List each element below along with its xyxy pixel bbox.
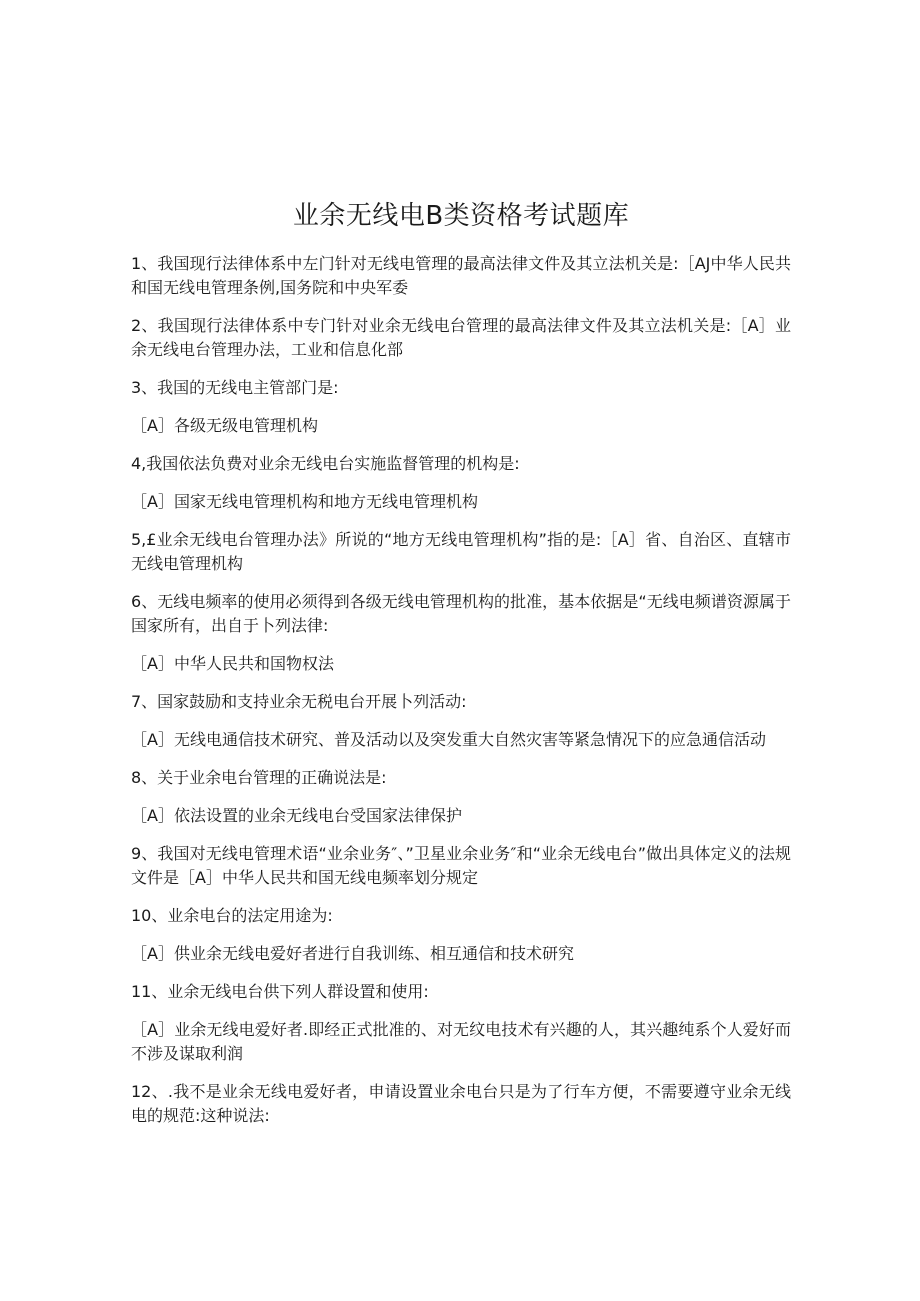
question-2: 2、我国现行法律体系中专门针对业余无线电台管理的最高法律文件及其立法机关是:［A］业余无线电台管理办法，工业和信息化部 bbox=[131, 316, 791, 359]
answer-8: ［A］依法设置的业余无线电台受国家法律保护 bbox=[131, 806, 462, 825]
question-12: 12、.我不是业余无线电爱好者，申请设置业余电台只是为了行车方便，不需要遵守业余无线电的规范:这种说法: bbox=[131, 1082, 791, 1125]
question-9: 9、我国对无线电管理术语“业余业务″、”卫星业余业务″和“业余无线电台”做出具体定义的法规文件是［A］中华人民共和国无线电频率划分规定 bbox=[131, 844, 791, 887]
document-page bbox=[131, 190, 791, 1142]
question-4: 4,我国依法负费对业余无线电台实施监督管理的机构是: bbox=[131, 454, 520, 473]
question-11: 11、业余无线电台供下列人群设置和使用: bbox=[131, 982, 429, 1001]
answer-7: ［A］无线电通信技术研究、普及活动以及突发重大自然灾害等紧急情况下的应急通信活动 bbox=[131, 730, 766, 749]
answer-10: ［A］供业余无线电爱好者进行自我训练、相互通信和技术研究 bbox=[131, 944, 574, 963]
question-5: 5,£业余无线电台管理办法》所说的“地方无线电管理机构”指的是:［A］省、自治区、直辖市无线电管理机构 bbox=[131, 530, 791, 573]
question-6: 6、无线电频率的使用必须得到各级无线电管理机构的批准，基本依据是“无线电频谱资源属于国家所有，出自于卜列法律: bbox=[131, 592, 791, 635]
question-10: 10、业余电台的法定用途为: bbox=[131, 906, 333, 925]
question-7: 7、国家鼓励和支持业余无税电台开展卜列活动: bbox=[131, 692, 467, 711]
answer-11: ［A］业余无线电爱好者.即经正式批准的、对无纹电技术有兴趣的人，其兴趣纯系个人爱好而不涉及谋取利润 bbox=[131, 1020, 791, 1063]
question-3: 3、我国的无线电主管部门是: bbox=[131, 378, 339, 397]
question-1: 1、我国现行法律体系中左门针对无线电管理的最高法律文件及其立法机关是:［AJ中华人民共和国无线电管理条例,国务院和中央军委 bbox=[131, 254, 791, 297]
answer-6: ［A］中华人民共和国物权法 bbox=[131, 654, 334, 673]
question-8: 8、关于业余电台管理的正确说法是: bbox=[131, 768, 387, 787]
answer-4: ［A］国家无线电管理机构和地方无线电管理机构 bbox=[131, 492, 478, 511]
answer-3: ［A］各级无级电管理机构 bbox=[131, 416, 318, 435]
page-title: 业余无线电B类资格考试题库 bbox=[292, 201, 630, 231]
